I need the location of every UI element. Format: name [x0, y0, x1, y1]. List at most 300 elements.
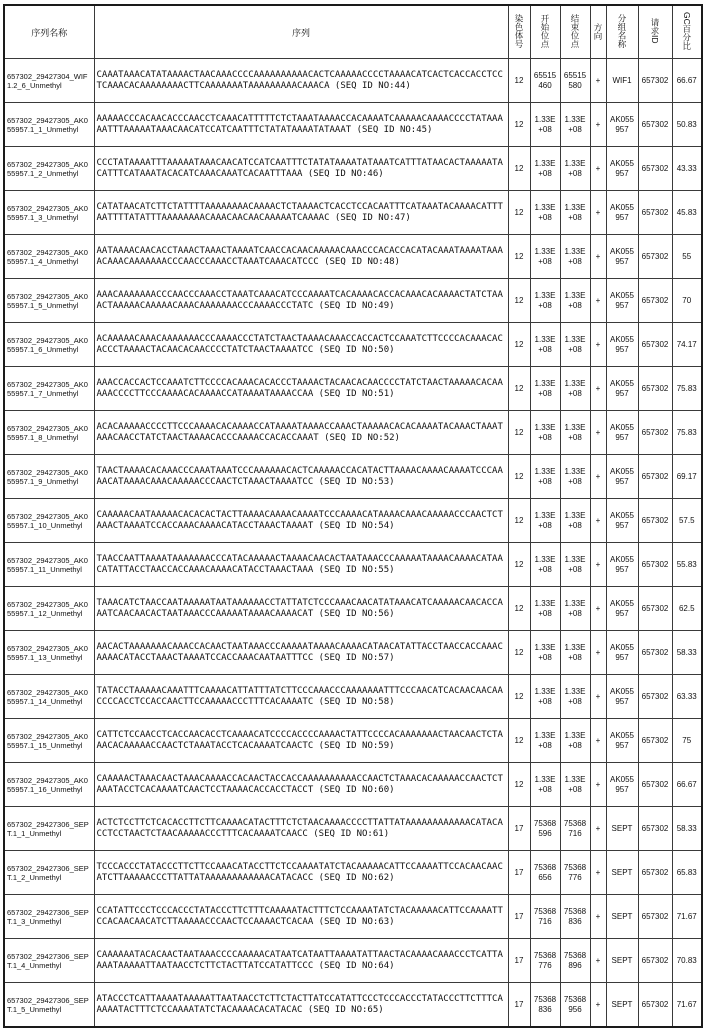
col-header-group-label: 分组名称: [617, 14, 627, 48]
chromosome-number: 12: [514, 779, 524, 789]
table-row: [4, 411, 702, 455]
group-cell: [606, 763, 638, 807]
request-id: 657302: [641, 251, 669, 261]
table-row: [4, 103, 702, 147]
table-row: [4, 807, 702, 851]
sequence-name-cell: [4, 895, 94, 939]
strand-direction: +: [595, 75, 601, 85]
gc-percent: 66.67: [676, 75, 697, 85]
end-cell: [560, 851, 590, 895]
gc-percent: 50.83: [676, 119, 697, 129]
start-cell: [530, 895, 560, 939]
start-cell: [530, 455, 560, 499]
sequence-name-cell: [4, 719, 94, 763]
chromosome-number: 12: [514, 119, 524, 129]
seq-id-label: (SEQ ID NO:45): [356, 124, 433, 135]
request-id-cell: [638, 103, 672, 147]
seq-id-label: (SEQ ID NO:54): [318, 520, 395, 531]
start-position: 1.33E+08: [534, 599, 556, 618]
table-row: [4, 323, 702, 367]
sequence-name: 657302_29427305_AK055957.1_13_Unmethyl: [7, 643, 88, 662]
gc-percent: 58.33: [676, 823, 697, 833]
group-name: AK055957: [609, 731, 635, 750]
sequence-table: [3, 4, 703, 1028]
chromosome-number: 12: [514, 207, 524, 217]
strand-direction: +: [595, 823, 601, 833]
table-body: [4, 59, 702, 1028]
table-row: [4, 279, 702, 323]
gc-percent: 75: [682, 735, 692, 745]
request-id-cell: [638, 895, 672, 939]
request-id: 657302: [641, 295, 669, 305]
col-header-gc-label: GC百分比: [681, 11, 692, 51]
chromosome-cell: [508, 939, 530, 983]
seq-id-label: (SEQ ID NO:56): [318, 608, 395, 619]
group-cell: [606, 235, 638, 279]
gc-percent: 71.67: [676, 911, 697, 921]
gc-cell: [672, 763, 702, 807]
sequence-name: 657302_29427305_AK055957.1_8_Unmethyl: [7, 423, 88, 442]
request-id-cell: [638, 939, 672, 983]
group-name: AK055957: [609, 203, 635, 222]
sequence-name: 657302_29427305_AK055957.1_16_Unmethyl: [7, 775, 88, 794]
sequence-name-cell: [4, 59, 94, 103]
gc-cell: [672, 367, 702, 411]
gc-percent: 75.83: [676, 383, 697, 393]
group-name: AK055957: [609, 643, 635, 662]
end-cell: [560, 719, 590, 763]
gc-cell: [672, 983, 702, 1028]
group-name: AK055957: [609, 335, 635, 354]
chromosome-number: 12: [514, 295, 524, 305]
strand-direction: +: [595, 603, 601, 613]
table-row: [4, 455, 702, 499]
chromosome-cell: [508, 323, 530, 367]
request-id-cell: [638, 763, 672, 807]
sequence-text: CAAAAACAATAAAAACACACACTACTTAAAACAAAACAAAATCCCAAAACATAAAACAAACAAAAACCCAACTCTAAACTAAAATCCACCAAACAAAACATACCTAAACTAAAAT: [96, 510, 503, 531]
sequence-name-cell: [4, 851, 94, 895]
request-id-cell: [638, 59, 672, 103]
gc-cell: [672, 939, 702, 983]
gc-cell: [672, 807, 702, 851]
gc-cell: [672, 323, 702, 367]
end-cell: [560, 543, 590, 587]
sequence-text: AAAAACCCACAACACCCAACCTCAAACATTTTTCTCTAAATAAAACCACAAAATCAAAAACAAAACCCCTATAAAAATTTAAAAATAAACAACATCCATCAATTTCTATATAAAATATAAAT: [96, 114, 503, 135]
group-name: AK055957: [609, 291, 635, 310]
chromosome-number: 12: [514, 427, 524, 437]
chromosome-number: 12: [514, 603, 524, 613]
end-position: 1.33E+08: [564, 159, 586, 178]
group-name: AK055957: [609, 247, 635, 266]
end-position: 1.33E+08: [564, 203, 586, 222]
sequence-text: TAAACATCTAACCAATAAAAATAATAAAAAACCTATTATCTCCCAAACAACATATAAACATCAAAAACAACACCAAATCAACAACACTAATAAACCCAAAAATAAAACAAAACAT: [96, 598, 503, 619]
request-id-cell: [638, 279, 672, 323]
chromosome-cell: [508, 411, 530, 455]
chromosome-cell: [508, 851, 530, 895]
strand-direction: +: [595, 515, 601, 525]
chromosome-number: 12: [514, 339, 524, 349]
group-cell: [606, 191, 638, 235]
sequence-name: 657302_29427305_AK055957.1_1_Unmethyl: [7, 115, 88, 134]
col-header-chromosome-label: 染色体号: [514, 14, 524, 48]
col-header-start: [530, 5, 560, 59]
sequence-name-cell: [4, 939, 94, 983]
group-cell: [606, 279, 638, 323]
sequence-name: 657302_29427305_AK055957.1_7_Unmethyl: [7, 379, 88, 398]
group-cell: [606, 807, 638, 851]
strand-direction: +: [595, 427, 601, 437]
direction-cell: [590, 543, 606, 587]
sequence-name: 657302_29427305_AK055957.1_9_Unmethyl: [7, 467, 88, 486]
seq-id-label: (SEQ ID NO:46): [307, 168, 384, 179]
start-cell: [530, 675, 560, 719]
end-position: 1.33E+08: [564, 775, 586, 794]
seq-id-label: (SEQ ID NO:63): [318, 916, 395, 927]
request-id: 657302: [641, 75, 669, 85]
chromosome-number: 12: [514, 735, 524, 745]
sequence-name-cell: [4, 499, 94, 543]
chromosome-cell: [508, 719, 530, 763]
end-position: 1.33E+08: [564, 731, 586, 750]
group-cell: [606, 59, 638, 103]
chromosome-number: 17: [514, 955, 524, 965]
sequence-cell: [94, 939, 508, 983]
request-id-cell: [638, 807, 672, 851]
sequence-name-cell: [4, 103, 94, 147]
gc-cell: [672, 411, 702, 455]
sequence-name-cell: [4, 235, 94, 279]
sequence-name-cell: [4, 191, 94, 235]
gc-cell: [672, 895, 702, 939]
request-id-cell: [638, 983, 672, 1028]
sequence-cell: [94, 235, 508, 279]
sequence-text: CAAATAAACATATAAAACTAACAAACCCCAAAAAAAAAACACTCAAAAACCCCTAAAACATCACTCACCACCTCCTCAAACACAAAAAAAACTTCAAAAAAATAAAAAAAAACAAACA: [96, 70, 503, 91]
col-header-request-id-label: 请求ID: [650, 18, 660, 44]
table-row: [4, 499, 702, 543]
chromosome-number: 12: [514, 251, 524, 261]
group-cell: [606, 455, 638, 499]
sequence-name-cell: [4, 675, 94, 719]
sequence-cell: [94, 367, 508, 411]
start-cell: [530, 59, 560, 103]
strand-direction: +: [595, 779, 601, 789]
sequence-text: CAAAAAATACACAACTAATAAACCCCAAAAACATAATCATAATTAAAATATTAACTACAAAACAAACCCTCATTAAAATAAAAATTAATAACCTCTTCTACTTATCCATATTCCC: [96, 950, 503, 971]
sequence-name-cell: [4, 543, 94, 587]
group-cell: [606, 323, 638, 367]
chromosome-number: 12: [514, 471, 524, 481]
col-header-chromosome: [508, 5, 530, 59]
chromosome-cell: [508, 763, 530, 807]
group-name: AK055957: [609, 467, 635, 486]
sequence-cell: [94, 807, 508, 851]
strand-direction: +: [595, 691, 601, 701]
start-cell: [530, 763, 560, 807]
sequence-cell: [94, 763, 508, 807]
sequence-name: 657302_29427305_AK055957.1_3_Unmethyl: [7, 203, 88, 222]
end-cell: [560, 983, 590, 1028]
end-position: 1.33E+08: [564, 467, 586, 486]
start-position: 75368656: [533, 863, 557, 882]
gc-cell: [672, 191, 702, 235]
sequence-name: 657302_29427305_AK055957.1_11_Unmethyl: [7, 555, 88, 574]
chromosome-cell: [508, 147, 530, 191]
chromosome-cell: [508, 807, 530, 851]
direction-cell: [590, 851, 606, 895]
table-row: [4, 367, 702, 411]
seq-id-label: (SEQ ID NO:59): [318, 740, 395, 751]
chromosome-cell: [508, 279, 530, 323]
end-position: 1.33E+08: [564, 555, 586, 574]
chromosome-cell: [508, 983, 530, 1028]
request-id-cell: [638, 719, 672, 763]
start-position: 1.33E+08: [534, 203, 556, 222]
start-cell: [530, 851, 560, 895]
request-id: 657302: [641, 691, 669, 701]
direction-cell: [590, 631, 606, 675]
col-header-end-label: 结束位点: [570, 14, 580, 48]
gc-percent: 55: [682, 251, 692, 261]
strand-direction: +: [595, 999, 601, 1009]
start-position: 1.33E+08: [534, 115, 556, 134]
request-id-cell: [638, 191, 672, 235]
strand-direction: +: [595, 339, 601, 349]
sequence-name: 657302_29427304_WIF1.2_6_Unmethyl: [7, 71, 88, 90]
end-cell: [560, 323, 590, 367]
sequence-cell: [94, 719, 508, 763]
start-cell: [530, 367, 560, 411]
chromosome-number: 12: [514, 647, 524, 657]
seq-id-label: (SEQ ID NO:44): [334, 80, 411, 91]
end-cell: [560, 807, 590, 851]
end-position: 75368896: [563, 951, 587, 970]
strand-direction: +: [595, 295, 601, 305]
direction-cell: [590, 411, 606, 455]
gc-percent: 62.5: [678, 603, 695, 613]
table-row: [4, 983, 702, 1028]
gc-percent: 69.17: [676, 471, 697, 481]
gc-percent: 66.67: [676, 779, 697, 789]
start-position: 75368836: [533, 995, 557, 1014]
header-row: [4, 5, 702, 59]
group-name: AK055957: [609, 555, 635, 574]
chromosome-cell: [508, 59, 530, 103]
end-cell: [560, 59, 590, 103]
request-id: 657302: [641, 735, 669, 745]
sequence-cell: [94, 455, 508, 499]
sequence-cell: [94, 851, 508, 895]
col-header-sequence-label: 序列: [291, 27, 310, 38]
request-id: 657302: [641, 559, 669, 569]
table-row: [4, 587, 702, 631]
seq-id-label: (SEQ ID NO:58): [318, 696, 395, 707]
chromosome-number: 12: [514, 691, 524, 701]
direction-cell: [590, 587, 606, 631]
start-cell: [530, 807, 560, 851]
sequence-text: TCCCACCCTATACCCTTCTTCCAAACATACCTTCTCCAAAATATCTACAAAAACATTCCAAAATTCCACAACAACATCTTAAAAACCCTTATTATAAAAAAAAAAAACATACACC: [96, 862, 503, 883]
end-cell: [560, 631, 590, 675]
end-position: 75368836: [563, 907, 587, 926]
group-cell: [606, 851, 638, 895]
sequence-name-cell: [4, 587, 94, 631]
seq-id-label: (SEQ ID NO:64): [318, 960, 395, 971]
chromosome-cell: [508, 191, 530, 235]
sequence-name: 657302_29427305_AK055957.1_15_Unmethyl: [7, 731, 88, 750]
group-cell: [606, 587, 638, 631]
strand-direction: +: [595, 559, 601, 569]
request-id: 657302: [641, 779, 669, 789]
gc-cell: [672, 279, 702, 323]
group-name: AK055957: [609, 379, 635, 398]
gc-percent: 71.67: [676, 999, 697, 1009]
table-row: [4, 235, 702, 279]
sequence-name: 657302_29427306_SEPT.1_2_Unmethyl: [7, 863, 89, 882]
direction-cell: [590, 807, 606, 851]
start-position: 75368716: [533, 907, 557, 926]
group-cell: [606, 411, 638, 455]
end-position: 75368776: [563, 863, 587, 882]
sequence-cell: [94, 411, 508, 455]
request-id-cell: [638, 323, 672, 367]
seq-id-label: (SEQ ID NO:49): [318, 300, 395, 311]
gc-cell: [672, 103, 702, 147]
sequence-name: 657302_29427305_AK055957.1_10_Unmethyl: [7, 511, 88, 530]
gc-percent: 70: [682, 295, 692, 305]
gc-percent: 58.33: [676, 647, 697, 657]
request-id-cell: [638, 631, 672, 675]
request-id: 657302: [641, 647, 669, 657]
col-header-group: [606, 5, 638, 59]
end-cell: [560, 587, 590, 631]
seq-id-label: (SEQ ID NO:65): [307, 1004, 384, 1015]
direction-cell: [590, 103, 606, 147]
sequence-cell: [94, 279, 508, 323]
strand-direction: +: [595, 867, 601, 877]
request-id-cell: [638, 851, 672, 895]
end-cell: [560, 763, 590, 807]
group-name: AK055957: [609, 159, 635, 178]
end-cell: [560, 235, 590, 279]
start-cell: [530, 411, 560, 455]
sequence-text: CATTCTCCAACCTCACCAACACCTCAAAACATCCCCACCCCAAAACTATTCCCCACAAAAAAACTAACAACTCTAAACACAAAAACCAACTCTAAATACCTCACAAAATCAACTC: [96, 730, 503, 751]
end-cell: [560, 455, 590, 499]
group-cell: [606, 499, 638, 543]
table-row: [4, 631, 702, 675]
sequence-name: 657302_29427305_AK055957.1_12_Unmethyl: [7, 599, 88, 618]
direction-cell: [590, 499, 606, 543]
gc-percent: 74.17: [676, 339, 697, 349]
sequence-text: AATAAAACAACACCTAAACTAAACTAAAATCAACCACAACAAAAACAAACCCACACCACATACAAATAAAATAAAACAAACAAAAAAACCCAACCCAAACCTAAATCAAACATCCC: [96, 246, 503, 267]
table-row: [4, 147, 702, 191]
col-header-start-label: 开始位点: [540, 14, 550, 48]
sequence-text: ATACCCTCATTAAAATAAAAATTAATAACCTCTTCTACTTATCCATATTCCCTCCCACCCTATACCCTTCTTTCAAAAATACTTTCTCCAAAATATCTACAAAACACATACAC: [96, 994, 503, 1015]
chromosome-number: 12: [514, 75, 524, 85]
end-position: 1.33E+08: [564, 599, 586, 618]
sequence-cell: [94, 147, 508, 191]
request-id: 657302: [641, 163, 669, 173]
sequence-text: AAACCACCACTCCAAATCTTCCCCACAAACACACCCTAAAACTACAACACAACCCCTATCTAACTAAAAACACAAAAACCCCTTCCCAAAACACAAAACCATAAAATAAAACCAA: [96, 378, 503, 399]
group-cell: [606, 631, 638, 675]
sequence-cell: [94, 323, 508, 367]
end-cell: [560, 499, 590, 543]
gc-cell: [672, 59, 702, 103]
request-id-cell: [638, 411, 672, 455]
sequence-text: CAAAAACTAAACAACTAAACAAAACCACAACTACCACCAAAAAAAAAACCAACTCTAAACACAAAAACCAACTCTAAATACCTCACAAAATCAACTCCTAAAACACCACCTACCT: [96, 774, 503, 795]
request-id-cell: [638, 147, 672, 191]
group-cell: [606, 103, 638, 147]
start-position: 1.33E+08: [534, 247, 556, 266]
strand-direction: +: [595, 647, 601, 657]
group-name: SEPT: [611, 823, 633, 833]
sequence-name: 657302_29427305_AK055957.1_4_Unmethyl: [7, 247, 88, 266]
strand-direction: +: [595, 735, 601, 745]
gc-cell: [672, 675, 702, 719]
start-position: 65515460: [533, 71, 557, 90]
seq-id-label: (SEQ ID NO:53): [318, 476, 395, 487]
sequence-name: 657302_29427305_AK055957.1_14_Unmethyl: [7, 687, 88, 706]
start-position: 1.33E+08: [534, 335, 556, 354]
start-position: 1.33E+08: [534, 643, 556, 662]
sequence-cell: [94, 543, 508, 587]
request-id-cell: [638, 455, 672, 499]
chromosome-number: 12: [514, 383, 524, 393]
table-row: [4, 895, 702, 939]
request-id: 657302: [641, 867, 669, 877]
direction-cell: [590, 763, 606, 807]
seq-id-label: (SEQ ID NO:51): [318, 388, 395, 399]
chromosome-cell: [508, 499, 530, 543]
sequence-name-cell: [4, 367, 94, 411]
col-header-request-id: [638, 5, 672, 59]
strand-direction: +: [595, 911, 601, 921]
start-cell: [530, 235, 560, 279]
strand-direction: +: [595, 383, 601, 393]
sequence-name: 657302_29427306_SEPT.1_1_Unmethyl: [7, 819, 89, 838]
request-id: 657302: [641, 119, 669, 129]
request-id: 657302: [641, 823, 669, 833]
end-cell: [560, 279, 590, 323]
group-name: AK055957: [609, 775, 635, 794]
chromosome-number: 12: [514, 559, 524, 569]
direction-cell: [590, 59, 606, 103]
start-cell: [530, 983, 560, 1028]
seq-id-label: (SEQ ID NO:48): [324, 256, 400, 267]
end-position: 1.33E+08: [564, 247, 586, 266]
sequence-name: 657302_29427306_SEPT.1_5_Unmethyl: [7, 995, 89, 1014]
col-header-sequence: [94, 5, 508, 59]
sequence-cell: [94, 675, 508, 719]
end-position: 1.33E+08: [564, 335, 586, 354]
group-cell: [606, 719, 638, 763]
request-id: 657302: [641, 955, 669, 965]
chromosome-number: 17: [514, 911, 524, 921]
gc-cell: [672, 235, 702, 279]
table-row: [4, 191, 702, 235]
end-cell: [560, 939, 590, 983]
sequence-text: CCCTATAAAATTTAAAAATAAACAACATCCATCAATTTCTATATAAAATATAAATCATTTATAACACTAAAAATACATTTCATAAATACACATCAAACAAATCACAATTTAAA: [96, 158, 503, 179]
start-position: 1.33E+08: [534, 291, 556, 310]
seq-id-label: (SEQ ID NO:52): [324, 432, 400, 443]
end-position: 1.33E+08: [564, 511, 586, 530]
sequence-name-cell: [4, 807, 94, 851]
col-header-direction: [590, 5, 606, 59]
chromosome-number: 17: [514, 823, 524, 833]
col-header-gc: [672, 5, 702, 59]
end-cell: [560, 147, 590, 191]
sequence-text: AACACTAAAAAAACAAACCACAACTAATAAACCCAAAAATAAAACAAAACATAACATATTACCTAACCACCAAACAAAACATACCTAAACTAAAATCCACCAAACAATAATTTCC: [96, 642, 503, 663]
end-cell: [560, 895, 590, 939]
start-position: 1.33E+08: [534, 467, 556, 486]
request-id-cell: [638, 587, 672, 631]
